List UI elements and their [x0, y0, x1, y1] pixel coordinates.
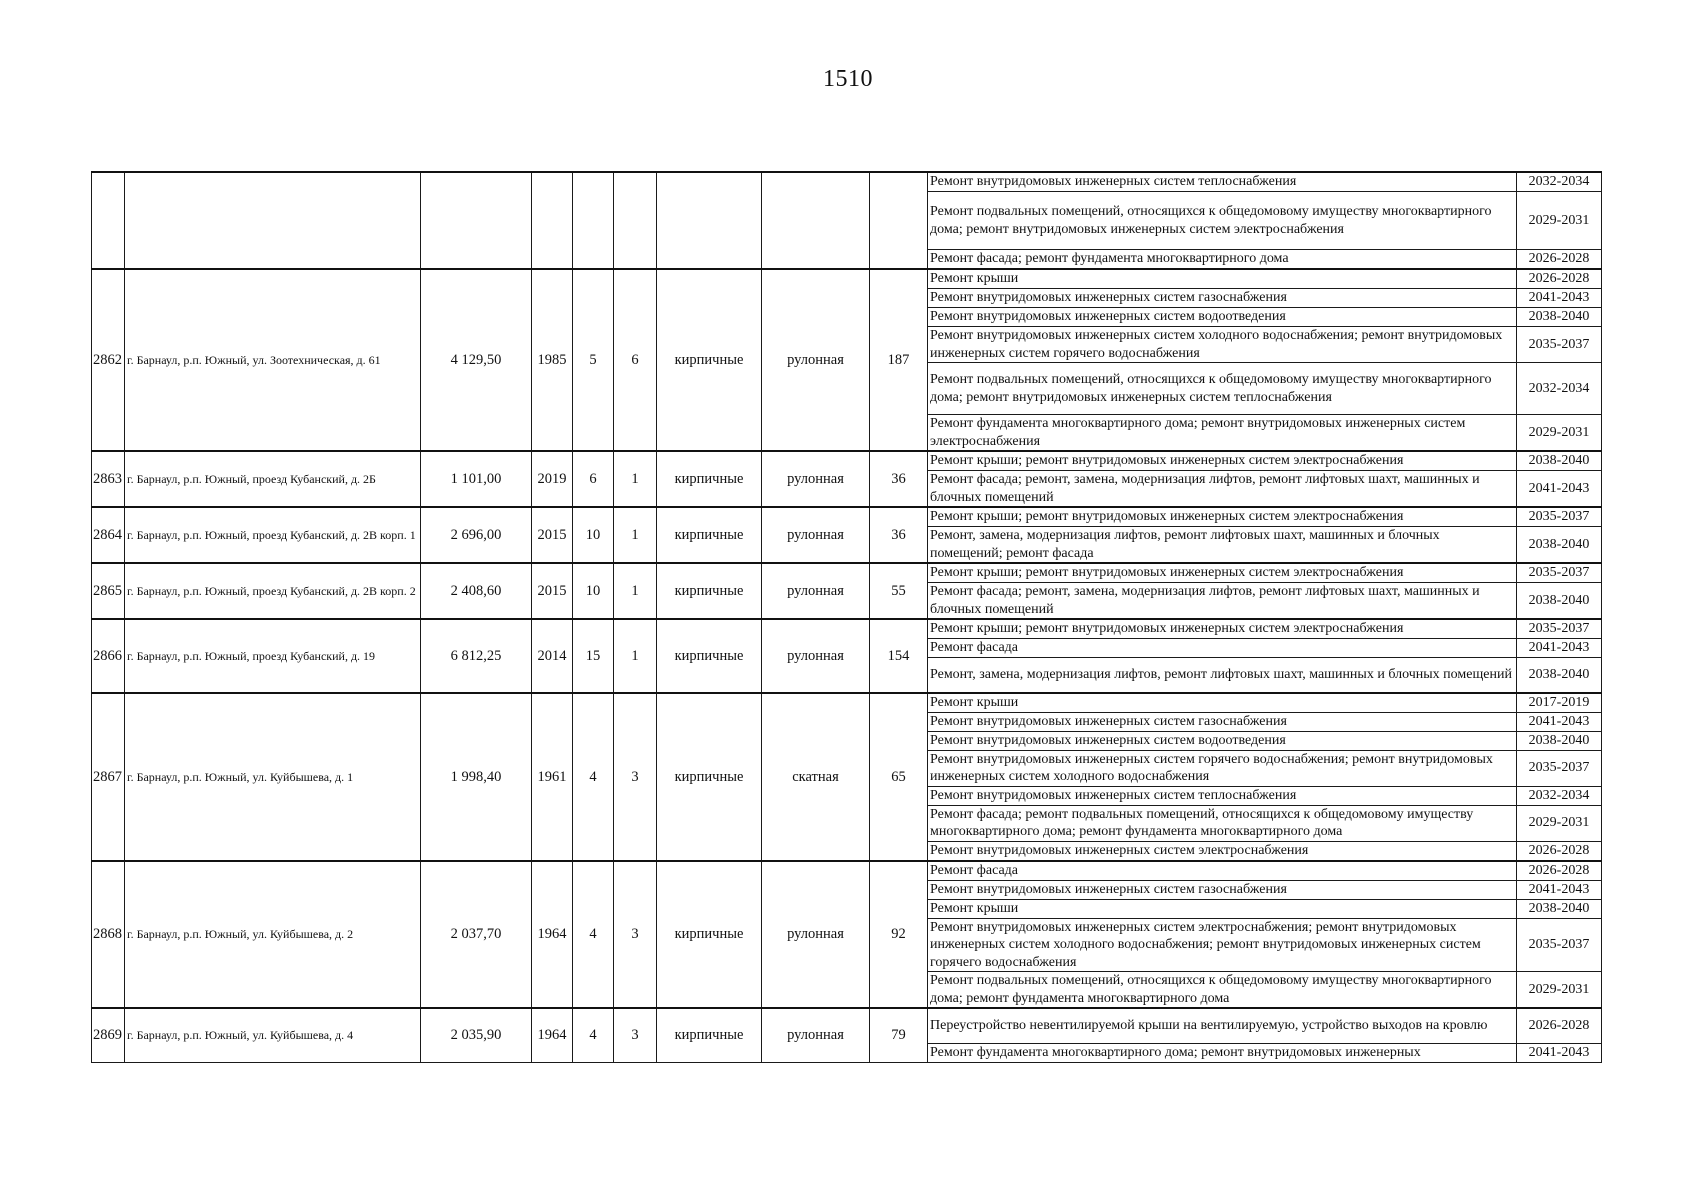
building-number: 2868: [92, 861, 125, 1009]
building-entrances: 3: [614, 861, 657, 1009]
work-period: 2026-2028: [1517, 250, 1602, 270]
building-residents: 187: [870, 269, 928, 451]
buildings-table: [91, 171, 1602, 1063]
work-name: Ремонт крыши; ремонт внутридомовых инженерных систем электроснабжения: [928, 451, 1517, 471]
work-period: 2038-2040: [1517, 658, 1602, 693]
building-area: 4 129,50: [421, 269, 532, 451]
building-roof: скатная: [762, 693, 870, 861]
building-address: г. Барнаул, р.п. Южный, проезд Кубанский, д. 2В корп. 1: [125, 507, 421, 563]
work-name: Ремонт крыши: [928, 269, 1517, 289]
work-period: 2035-2037: [1517, 619, 1602, 639]
work-period: 2038-2040: [1517, 451, 1602, 471]
table-body: [92, 172, 1602, 1062]
cont-roof-cell: [762, 172, 870, 269]
building-area: 1 101,00: [421, 451, 532, 507]
building-year: 1964: [532, 1008, 573, 1062]
building-year: 2015: [532, 507, 573, 563]
building-roof: рулонная: [762, 269, 870, 451]
work-period: 2017-2019: [1517, 693, 1602, 713]
work-period: 2029-2031: [1517, 972, 1602, 1009]
table-row: [92, 172, 1602, 192]
building-number: 2865: [92, 563, 125, 619]
cont-area-cell: [421, 172, 532, 269]
table-row: [92, 563, 1602, 583]
work-name: Ремонт фундамента многоквартирного дома; ремонт внутридомовых инженерных: [928, 1043, 1517, 1062]
building-entrances: 1: [614, 563, 657, 619]
building-residents: 92: [870, 861, 928, 1009]
work-period: 2035-2037: [1517, 327, 1602, 363]
work-name: Ремонт внутридомовых инженерных систем холодного водоснабжения; ремонт внутридомовых инженерных систем горячего водоснабжения: [928, 327, 1517, 363]
building-roof: рулонная: [762, 451, 870, 507]
cont-floors-cell: [573, 172, 614, 269]
building-address: г. Барнаул, р.п. Южный, ул. Зоотехническая, д. 61: [125, 269, 421, 451]
building-number: 2864: [92, 507, 125, 563]
building-residents: 36: [870, 451, 928, 507]
building-walls: кирпичные: [657, 269, 762, 451]
building-roof: рулонная: [762, 563, 870, 619]
work-name: Ремонт фасада: [928, 639, 1517, 658]
building-year: 2015: [532, 563, 573, 619]
table-row: [92, 1008, 1602, 1043]
work-period: 2035-2037: [1517, 750, 1602, 786]
building-roof: рулонная: [762, 507, 870, 563]
work-name: Ремонт внутридомовых инженерных систем электроснабжения: [928, 841, 1517, 861]
building-walls: кирпичные: [657, 1008, 762, 1062]
building-entrances: 3: [614, 1008, 657, 1062]
building-walls: кирпичные: [657, 693, 762, 861]
building-entrances: 1: [614, 619, 657, 693]
work-name: Ремонт, замена, модернизация лифтов, ремонт лифтовых шахт, машинных и блочных помещений; ремонт фасада: [928, 527, 1517, 564]
work-period: 2041-2043: [1517, 880, 1602, 899]
building-year: 1985: [532, 269, 573, 451]
work-name: Ремонт внутридомовых инженерных систем газоснабжения: [928, 880, 1517, 899]
work-name: Ремонт внутридомовых инженерных систем теплоснабжения: [928, 786, 1517, 805]
work-name: Ремонт фасада; ремонт, замена, модернизация лифтов, ремонт лифтовых шахт, машинных и блочных помещений: [928, 583, 1517, 620]
work-name: Ремонт, замена, модернизация лифтов, ремонт лифтовых шахт, машинных и блочных помещений: [928, 658, 1517, 693]
table-row: [92, 269, 1602, 289]
work-period: 2038-2040: [1517, 899, 1602, 918]
work-name: Ремонт внутридомовых инженерных систем горячего водоснабжения; ремонт внутридомовых инженерных систем холодного водоснабжения: [928, 750, 1517, 786]
work-name: Ремонт фасада; ремонт, замена, модернизация лифтов, ремонт лифтовых шахт, машинных и блочных помещений: [928, 471, 1517, 508]
work-name: Ремонт фасада; ремонт фундамента многоквартирного дома: [928, 250, 1517, 270]
cont-entrances-cell: [614, 172, 657, 269]
work-period: 2035-2037: [1517, 563, 1602, 583]
building-address: г. Барнаул, р.п. Южный, проезд Кубанский, д. 19: [125, 619, 421, 693]
building-residents: 36: [870, 507, 928, 563]
building-walls: кирпичные: [657, 563, 762, 619]
building-roof: рулонная: [762, 861, 870, 1009]
cont-address-cell: [125, 172, 421, 269]
building-floors: 4: [573, 861, 614, 1009]
building-roof: рулонная: [762, 1008, 870, 1062]
work-name: Переустройство невентилируемой крыши на вентилируемую, устройство выходов на кровлю: [928, 1008, 1517, 1043]
work-name: Ремонт подвальных помещений, относящихся к общедомовому имуществу многоквартирного дома; ремонт фундамента многоквартирного дома: [928, 972, 1517, 1009]
building-area: 1 998,40: [421, 693, 532, 861]
building-year: 1961: [532, 693, 573, 861]
building-address: г. Барнаул, р.п. Южный, ул. Куйбышева, д. 1: [125, 693, 421, 861]
building-residents: 65: [870, 693, 928, 861]
work-name: Ремонт крыши; ремонт внутридомовых инженерных систем электроснабжения: [928, 507, 1517, 527]
work-name: Ремонт подвальных помещений, относящихся к общедомовому имуществу многоквартирного дома; ремонт внутридомовых инженерных систем теплоснабжения: [928, 363, 1517, 415]
work-period: 2038-2040: [1517, 583, 1602, 620]
work-period: 2029-2031: [1517, 192, 1602, 250]
table-row: [92, 507, 1602, 527]
building-floors: 4: [573, 1008, 614, 1062]
building-number: 2869: [92, 1008, 125, 1062]
building-area: 2 037,70: [421, 861, 532, 1009]
table-row: [92, 693, 1602, 713]
work-name: Ремонт крыши; ремонт внутридомовых инженерных систем электроснабжения: [928, 563, 1517, 583]
work-period: 2038-2040: [1517, 308, 1602, 327]
page-number: 1510: [823, 66, 873, 92]
cont-walls-cell: [657, 172, 762, 269]
work-period: 2035-2037: [1517, 918, 1602, 972]
building-address: г. Барнаул, р.п. Южный, проезд Кубанский, д. 2В корп. 2: [125, 563, 421, 619]
work-period: 2026-2028: [1517, 269, 1602, 289]
building-floors: 10: [573, 563, 614, 619]
building-area: 2 035,90: [421, 1008, 532, 1062]
building-residents: 154: [870, 619, 928, 693]
work-name: Ремонт крыши: [928, 693, 1517, 713]
work-period: 2038-2040: [1517, 527, 1602, 564]
cont-residents-cell: [870, 172, 928, 269]
building-number: 2866: [92, 619, 125, 693]
table-row: [92, 451, 1602, 471]
building-floors: 10: [573, 507, 614, 563]
building-entrances: 1: [614, 507, 657, 563]
work-name: Ремонт фасада: [928, 861, 1517, 881]
building-walls: кирпичные: [657, 451, 762, 507]
building-year: 1964: [532, 861, 573, 1009]
table-row: [92, 619, 1602, 639]
work-period: 2041-2043: [1517, 289, 1602, 308]
work-period: 2032-2034: [1517, 363, 1602, 415]
work-name: Ремонт фундамента многоквартирного дома; ремонт внутридомовых инженерных систем электроснабжения: [928, 415, 1517, 452]
work-name: Ремонт внутридомовых инженерных систем теплоснабжения: [928, 172, 1517, 192]
work-name: Ремонт подвальных помещений, относящихся к общедомовому имуществу многоквартирного дома; ремонт внутридомовых инженерных систем электроснабжения: [928, 192, 1517, 250]
table-row: [92, 861, 1602, 881]
work-period: 2026-2028: [1517, 861, 1602, 881]
work-name: Ремонт крыши; ремонт внутридомовых инженерных систем электроснабжения: [928, 619, 1517, 639]
building-floors: 5: [573, 269, 614, 451]
building-entrances: 1: [614, 451, 657, 507]
cont-year-cell: [532, 172, 573, 269]
building-year: 2014: [532, 619, 573, 693]
work-name: Ремонт внутридомовых инженерных систем водоотведения: [928, 731, 1517, 750]
building-area: 6 812,25: [421, 619, 532, 693]
building-entrances: 3: [614, 693, 657, 861]
building-entrances: 6: [614, 269, 657, 451]
work-period: 2038-2040: [1517, 731, 1602, 750]
building-walls: кирпичные: [657, 861, 762, 1009]
building-address: г. Барнаул, р.п. Южный, ул. Куйбышева, д. 2: [125, 861, 421, 1009]
work-period: 2029-2031: [1517, 805, 1602, 841]
building-number: 2862: [92, 269, 125, 451]
building-floors: 4: [573, 693, 614, 861]
work-period: 2035-2037: [1517, 507, 1602, 527]
work-name: Ремонт крыши: [928, 899, 1517, 918]
building-area: 2 408,60: [421, 563, 532, 619]
work-period: 2026-2028: [1517, 841, 1602, 861]
work-period: 2032-2034: [1517, 786, 1602, 805]
cont-num-cell: [92, 172, 125, 269]
work-name: Ремонт внутридомовых инженерных систем электроснабжения; ремонт внутридомовых инженерных систем холодного водоснабжения; ремонт внутридомовых инженерных систем горячего водоснабжения: [928, 918, 1517, 972]
building-address: г. Барнаул, р.п. Южный, ул. Куйбышева, д. 4: [125, 1008, 421, 1062]
work-period: 2041-2043: [1517, 712, 1602, 731]
work-period: 2041-2043: [1517, 471, 1602, 508]
building-floors: 6: [573, 451, 614, 507]
building-residents: 55: [870, 563, 928, 619]
work-period: 2041-2043: [1517, 1043, 1602, 1062]
work-name: Ремонт внутридомовых инженерных систем газоснабжения: [928, 712, 1517, 731]
building-number: 2863: [92, 451, 125, 507]
work-period: 2026-2028: [1517, 1008, 1602, 1043]
work-name: Ремонт внутридомовых инженерных систем газоснабжения: [928, 289, 1517, 308]
work-period: 2032-2034: [1517, 172, 1602, 192]
work-period: 2029-2031: [1517, 415, 1602, 452]
building-roof: рулонная: [762, 619, 870, 693]
building-area: 2 696,00: [421, 507, 532, 563]
building-address: г. Барнаул, р.п. Южный, проезд Кубанский, д. 2Б: [125, 451, 421, 507]
work-period: 2041-2043: [1517, 639, 1602, 658]
building-walls: кирпичные: [657, 507, 762, 563]
building-residents: 79: [870, 1008, 928, 1062]
building-floors: 15: [573, 619, 614, 693]
building-year: 2019: [532, 451, 573, 507]
work-name: Ремонт фасада; ремонт подвальных помещений, относящихся к общедомовому имуществу многоквартирного дома; ремонт фундамента многоквартирного дома: [928, 805, 1517, 841]
building-walls: кирпичные: [657, 619, 762, 693]
work-name: Ремонт внутридомовых инженерных систем водоотведения: [928, 308, 1517, 327]
building-number: 2867: [92, 693, 125, 861]
